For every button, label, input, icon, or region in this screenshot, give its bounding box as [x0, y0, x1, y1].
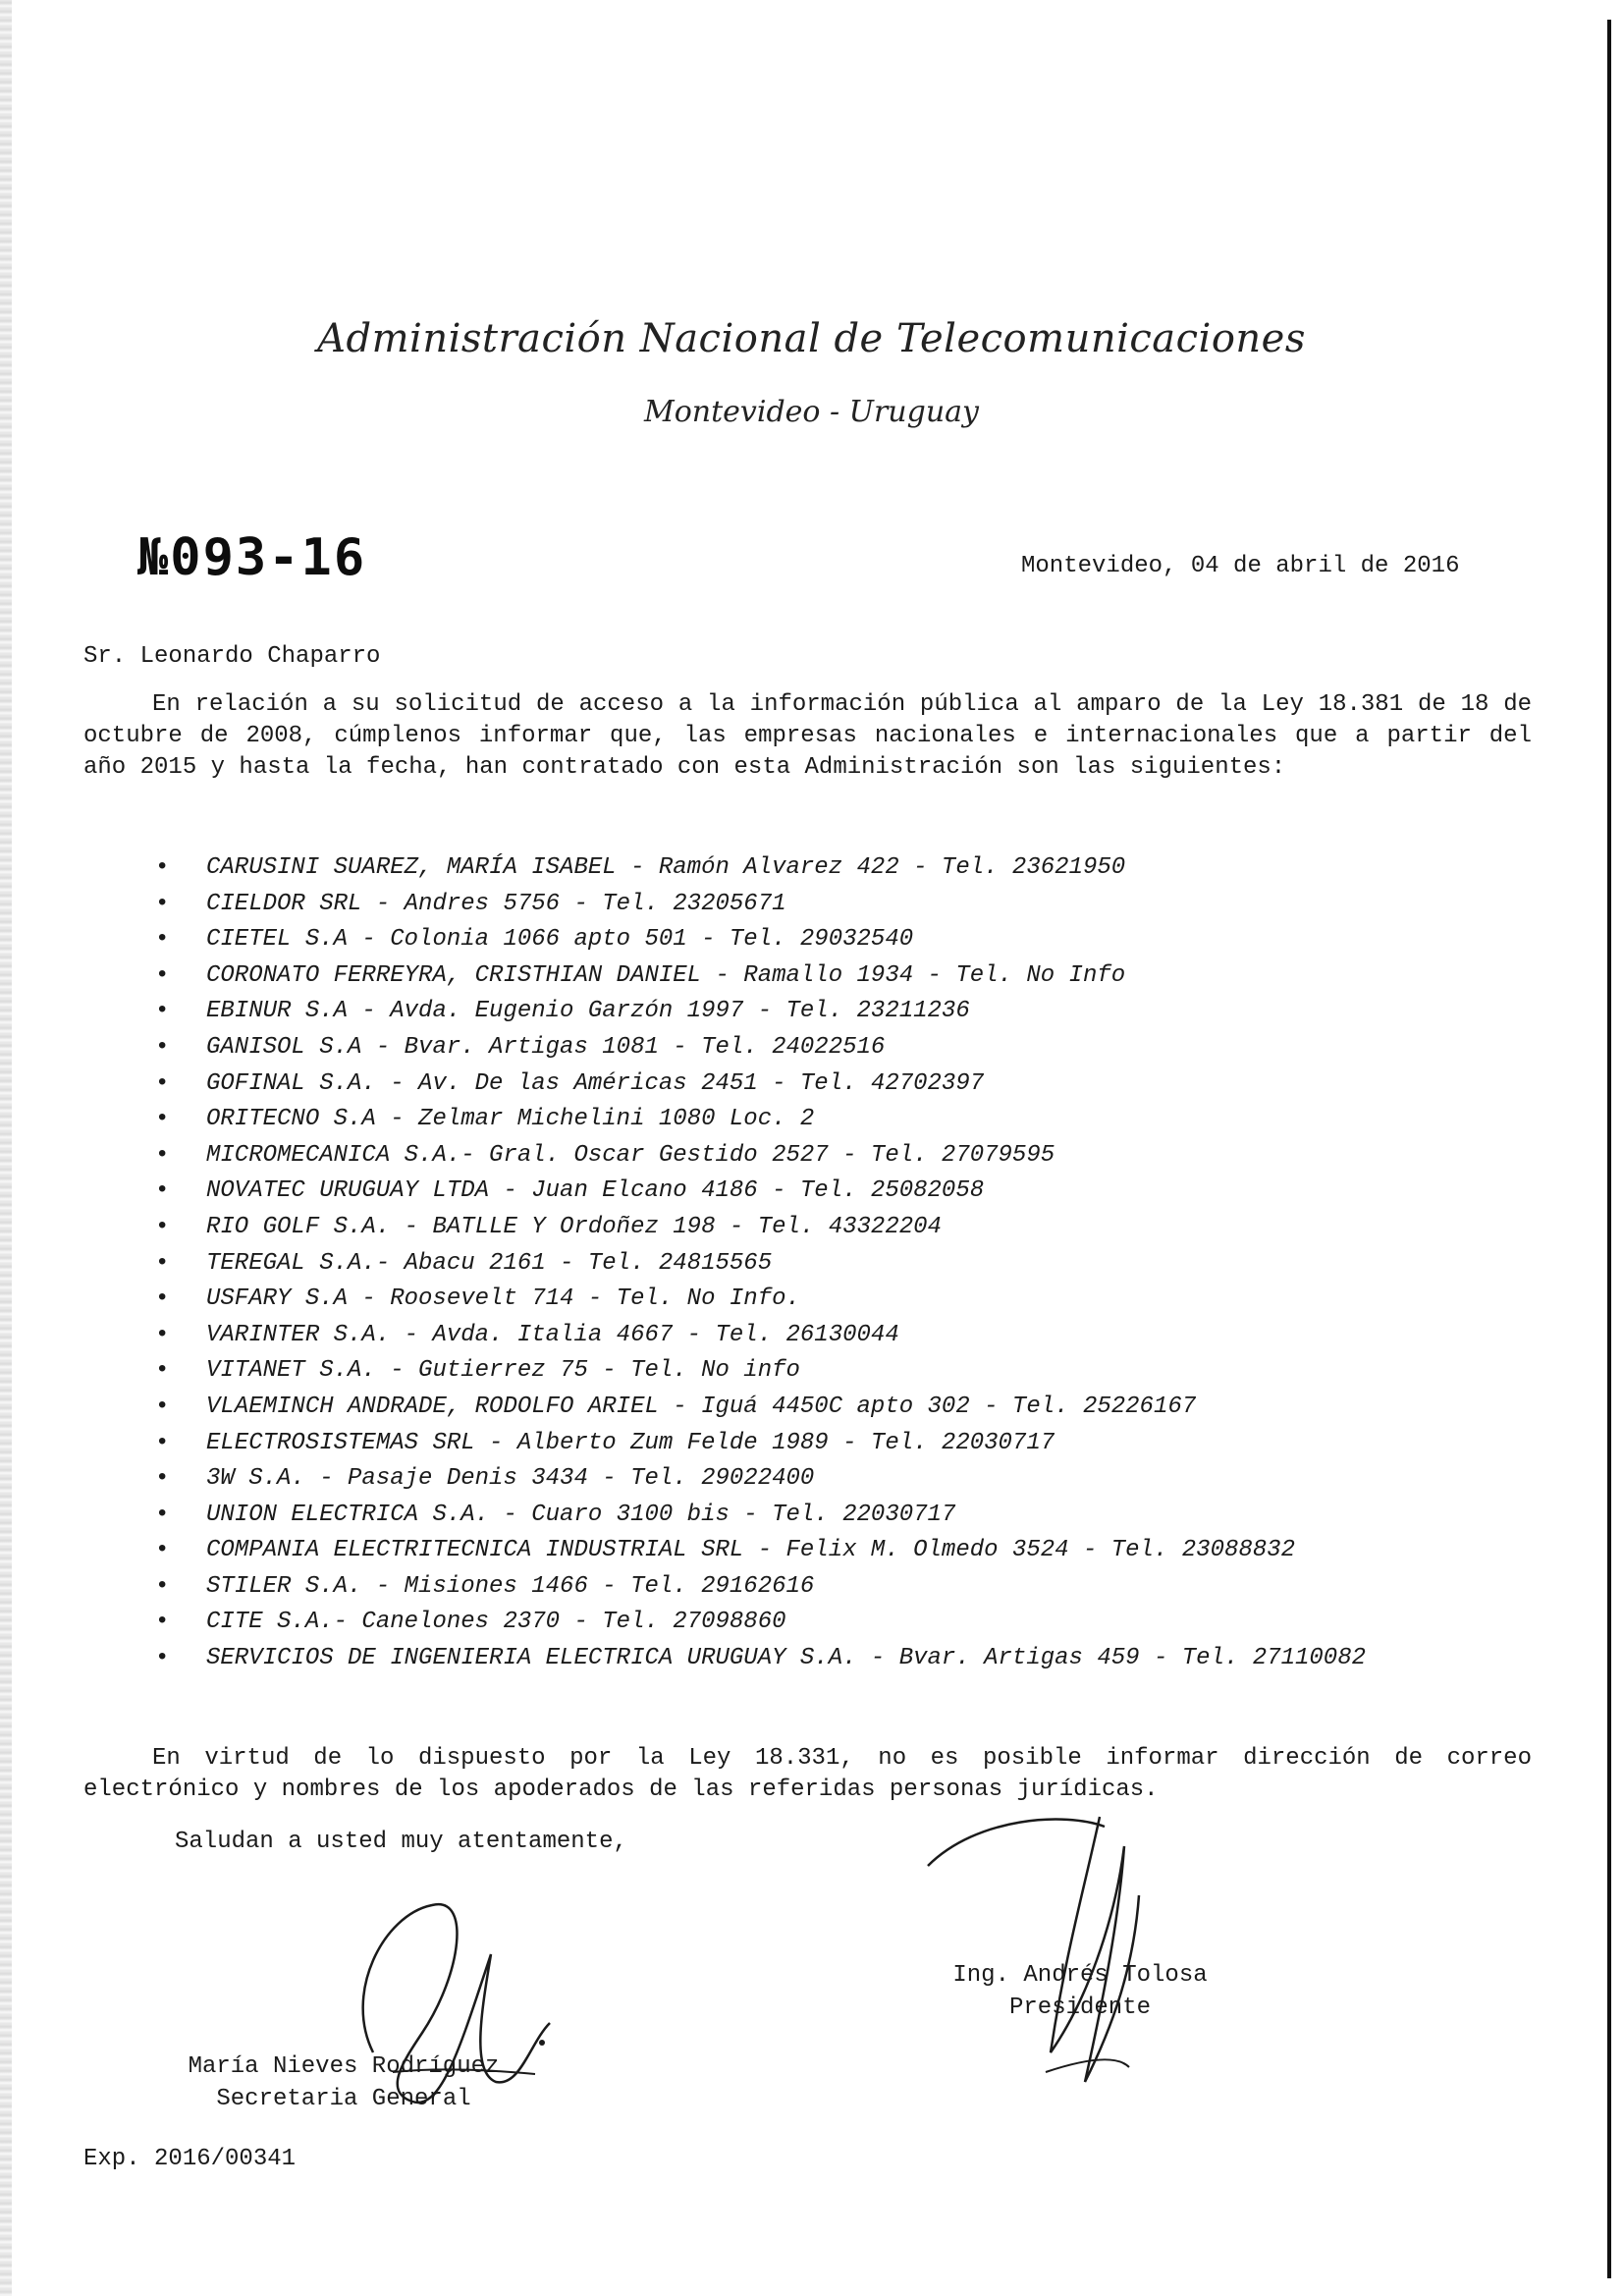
list-item: • EBINUR S.A - Avda. Eugenio Garzón 1997 - Tel. 23211236 — [206, 994, 1537, 1030]
list-item: • ORITECNO S.A - Zelmar Michelini 1080 Loc. 2 — [206, 1102, 1537, 1138]
list-item: • VITANET S.A. - Gutierrez 75 - Tel. No info — [206, 1353, 1537, 1390]
reference-stamp: №093-16 — [137, 528, 367, 587]
list-item: • MICROMECANICA S.A.- Gral. Oscar Gestido 2527 - Tel. 27079595 — [206, 1138, 1537, 1175]
list-item: • STILER S.A. - Misiones 1466 - Tel. 29162616 — [206, 1569, 1537, 1606]
expediente-number: Exp. 2016/00341 — [83, 2146, 297, 2172]
closing-salutation: Saludan a usted muy atentamente, — [175, 1829, 627, 1855]
signer-role: Secretaria General — [216, 2086, 471, 2112]
recipient: Sr. Leonardo Chaparro — [83, 643, 381, 670]
signer-name: María Nieves Rodríguez — [188, 2053, 500, 2080]
intro-paragraph: En relación a su solicitud de acceso a la información pública al amparo de la Ley 18.381 de 18 de octubre de 2008, cúmplenos informar que, las empresas nacionales e internacionales que a partir del año 2015 y hasta la fecha, han contratado con esta Administración son las siguientes: — [83, 691, 1532, 781]
list-item: • USFARY S.A - Roosevelt 714 - Tel. No Info. — [206, 1282, 1537, 1318]
letterhead-subtitle: Montevideo - Uruguay — [644, 395, 979, 429]
letterhead-title: Administración Nacional de Telecomunicaciones — [317, 316, 1306, 361]
signer-name: Ing. Andrés Tolosa — [952, 1962, 1208, 1989]
list-item: • GANISOL S.A - Bvar. Artigas 1081 - Tel. 24022516 — [206, 1030, 1537, 1066]
place-date: Montevideo, 04 de abril de 2016 — [1021, 553, 1460, 579]
list-item: • 3W S.A. - Pasaje Denis 3434 - Tel. 29022400 — [206, 1461, 1537, 1498]
list-item: • CIELDOR SRL - Andres 5756 - Tel. 23205671 — [206, 887, 1537, 923]
signer-role: Presidente — [1008, 1995, 1152, 2021]
company-list — [206, 850, 1537, 1673]
list-item: • RIO GOLF S.A. - BATLLE Y Ordoñez 198 - Tel. 43322204 — [206, 1210, 1537, 1246]
signature-right — [918, 1807, 1213, 2092]
list-item: • CITE S.A.- Canelones 2370 - Tel. 27098860 — [206, 1605, 1537, 1641]
signer-right — [884, 1959, 1276, 2024]
list-item: • VLAEMINCH ANDRADE, RODOLFO ARIEL - Iguá 4450C apto 302 - Tel. 25226167 — [206, 1390, 1537, 1426]
list-item: • VARINTER S.A. - Avda. Italia 4667 - Tel. 26130044 — [206, 1318, 1537, 1354]
list-item: • CARUSINI SUAREZ, MARÍA ISABEL - Ramón Alvarez 422 - Tel. 23621950 — [206, 850, 1537, 887]
list-item: • CORONATO FERREYRA, CRISTHIAN DANIEL - Ramallo 1934 - Tel. No Info — [206, 958, 1537, 995]
list-item: • CIETEL S.A - Colonia 1066 apto 501 - Tel. 29032540 — [206, 922, 1537, 958]
closing-paragraph: En virtud de lo dispuesto por la Ley 18.331, no es posible informar dirección de correo electrónico y nombres de los apoderados de las referidas personas jurídicas. — [83, 1745, 1532, 1803]
list-item: • COMPANIA ELECTRITECNICA INDUSTRIAL SRL - Felix M. Olmedo 3524 - Tel. 23088832 — [206, 1533, 1537, 1569]
list-item: • ELECTROSISTEMAS SRL - Alberto Zum Felde 1989 - Tel. 22030717 — [206, 1426, 1537, 1462]
signer-left — [157, 2050, 530, 2115]
list-item: • TEREGAL S.A.- Abacu 2161 - Tel. 24815565 — [206, 1246, 1537, 1283]
list-item: • UNION ELECTRICA S.A. - Cuaro 3100 bis - Tel. 22030717 — [206, 1498, 1537, 1534]
list-item: • GOFINAL S.A. - Av. De las Américas 2451 - Tel. 42702397 — [206, 1066, 1537, 1103]
list-item: • SERVICIOS DE INGENIERIA ELECTRICA URUGUAY S.A. - Bvar. Artigas 459 - Tel. 27110082 — [206, 1641, 1537, 1673]
list-item: • NOVATEC URUGUAY LTDA - Juan Elcano 4186 - Tel. 25082058 — [206, 1174, 1537, 1210]
